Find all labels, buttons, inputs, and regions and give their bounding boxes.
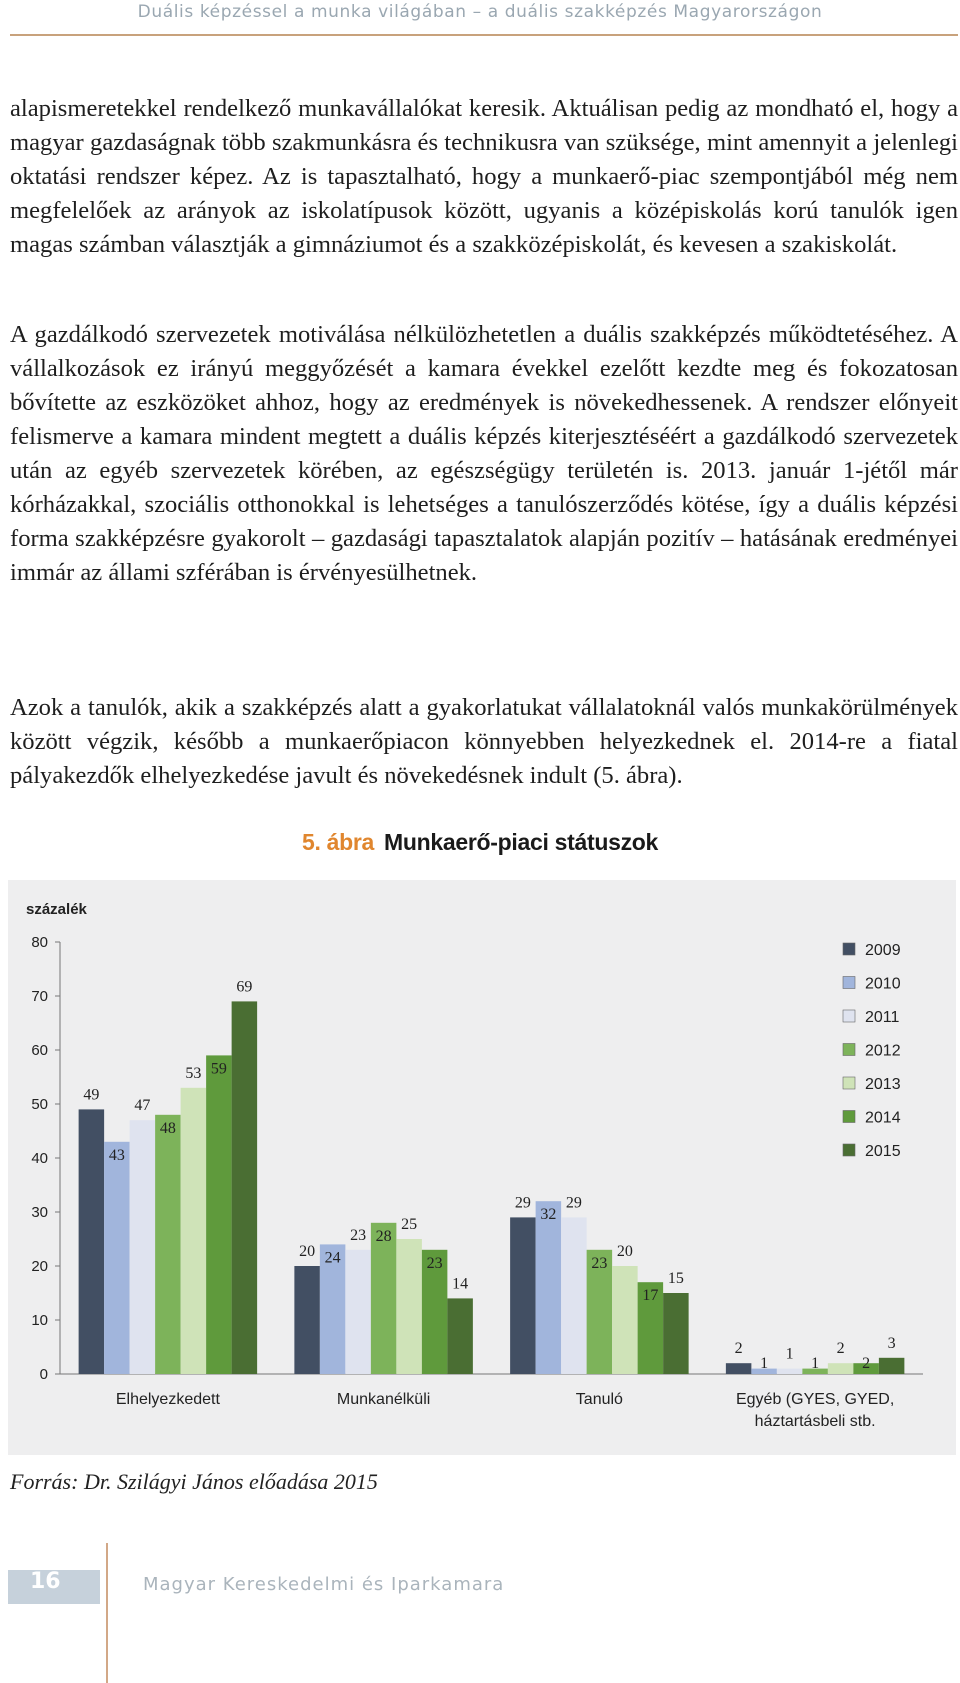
- legend-label: 2015: [865, 1143, 901, 1160]
- footer-organization: Magyar Kereskedelmi és Iparkamara: [143, 1574, 505, 1595]
- bar-chart: [8, 880, 956, 1455]
- bar-value-label: 17: [642, 1287, 659, 1305]
- bar-value-label: 23: [591, 1254, 608, 1272]
- bar: [79, 1109, 105, 1374]
- bar-value-label: 2: [862, 1355, 871, 1372]
- body-paragraph-1: alapismeretekkel rendelkező munkavállalókat keresik. Aktuálisan pedig az mondható el, hogy a magyar gazdaságnak több szakmunkásra és technikusra van szüksége, mint amennyit a jelenlegi oktatási rendszer képez. Az is tapasztalható, hogy a munkaerő-piac szempontjából még nem megfelelőek az arányok az iskolatípusok között, ugyanis a középiskolás korú tanulók igen magas számban választják a gimnáziumot és a szakközépiskolát, és kevesen a szakiskolát.: [10, 95, 958, 258]
- chart-panel: [8, 880, 956, 1455]
- bar: [130, 1120, 156, 1374]
- x-category-label: Tanuló: [575, 1391, 623, 1408]
- bar-value-label: 69: [236, 978, 253, 996]
- bar-value-label: 1: [811, 1355, 820, 1372]
- footer-divider: [106, 1543, 108, 1683]
- y-tick-label: 80: [31, 934, 48, 951]
- bar: [879, 1358, 905, 1374]
- legend-label: 2012: [865, 1042, 901, 1060]
- bar: [663, 1293, 689, 1374]
- legend-swatch: [843, 1144, 855, 1156]
- bar-value-label: 3: [887, 1334, 896, 1352]
- bar: [536, 1201, 562, 1374]
- bar: [104, 1142, 130, 1374]
- y-axis-label: százalék: [26, 901, 87, 918]
- bar: [155, 1115, 181, 1374]
- bar: [612, 1266, 638, 1374]
- figure-title: Munkaerő-piaci státuszok: [384, 829, 659, 855]
- bar: [726, 1363, 752, 1374]
- running-header: Duális képzéssel a munka világában – a duális szakképzés Magyarországon: [137, 2, 823, 22]
- bar-value-label: 23: [350, 1226, 367, 1244]
- legend-label: 2014: [865, 1109, 901, 1127]
- bar-value-label: 53: [185, 1064, 202, 1082]
- x-category-label: Egyéb (GYES, GYED,: [735, 1391, 895, 1408]
- bar-value-label: 24: [324, 1249, 341, 1267]
- bar-value-label: 15: [667, 1270, 684, 1287]
- body-paragraph-2: A gazdálkodó szervezetek motiválása nélkülözhetetlen a duális szakképzés működtetéséhez. A vállalkozások ez irányú meggyőzését a kamara évekkel ezelőtt kezdte meg és fokozatosan bővítette az eszközöket ahhoz, hogy az eredmények is növekedhessenek. A rendszer előnyeit felismerve a kamara mindent megtett a duális képzés kiterjesztéséért a gazdálkodó szervezetek után az egyéb szervezetek körében, az egészségügy területén is. 2013. január 1-jétől már kórházakkal, szociális otthonokkal is lehetséges a tanulószerződés kötése, így a duális képzési forma szakképzésre gyakorolt – gazdasági tapasztalatok alapján pozitív – hatásának eredményei immár az állami szférában is érvényesülhetnek.: [10, 321, 958, 586]
- body-paragraph-3: Azok a tanulók, akik a szakképzés alatt a gyakorlatukat vállalatoknál valós munkakörülmények között végzik, később a munkaerőpiacon könnyebben helyezkednek el. 2014-re a fiatal pályakezdők elhelyezkedése javult és növekedésnek indult (5. ábra).: [10, 694, 958, 789]
- figure-caption: [0, 829, 960, 856]
- legend-swatch: [843, 977, 855, 989]
- y-tick-label: 50: [31, 1096, 48, 1113]
- x-category-label: Munkanélküli: [336, 1391, 431, 1408]
- bar-value-label: 43: [108, 1146, 125, 1164]
- x-category-label: háztartásbeli stb.: [754, 1413, 876, 1430]
- bar: [828, 1363, 854, 1374]
- bar-value-label: 47: [134, 1097, 151, 1115]
- bar-value-label: 48: [159, 1119, 176, 1137]
- bar-value-label: 20: [299, 1243, 316, 1260]
- bar: [294, 1266, 320, 1374]
- legend-swatch: [843, 943, 855, 955]
- bar-value-label: 23: [426, 1254, 443, 1272]
- bar-value-label: 20: [616, 1243, 633, 1260]
- bar-value-label: 32: [540, 1206, 557, 1224]
- bar-value-label: 25: [401, 1216, 418, 1233]
- header-rule: [10, 34, 958, 36]
- bar: [232, 1001, 258, 1374]
- bar: [181, 1088, 207, 1374]
- bar-value-label: 59: [210, 1060, 227, 1078]
- bar: [206, 1055, 232, 1374]
- bar-value-label: 2: [734, 1340, 743, 1358]
- bar: [396, 1239, 422, 1374]
- bar: [345, 1250, 371, 1374]
- figure-source: Forrás: Dr. Szilágyi János előadása 2015: [10, 1469, 378, 1494]
- y-tick-label: 70: [31, 988, 48, 1005]
- y-tick-label: 20: [31, 1258, 48, 1275]
- bar-value-label: 28: [375, 1227, 392, 1245]
- y-tick-label: 30: [31, 1204, 48, 1221]
- bar-value-label: 2: [836, 1340, 845, 1358]
- x-category-label: Elhelyezkedett: [115, 1391, 220, 1408]
- page-number: 16: [30, 1569, 61, 1594]
- bar-value-label: 29: [514, 1194, 531, 1212]
- legend-swatch: [843, 1077, 855, 1089]
- legend-label: 2010: [865, 975, 901, 993]
- bar-value-label: 14: [452, 1275, 469, 1293]
- bar-value-label: 29: [565, 1194, 582, 1212]
- legend-swatch: [843, 1044, 855, 1056]
- bar: [371, 1223, 397, 1374]
- legend-swatch: [843, 1010, 855, 1022]
- bar: [510, 1217, 536, 1374]
- legend-label: 2011: [865, 1009, 900, 1026]
- legend-label: 2013: [865, 1076, 901, 1093]
- bar-value-label: 1: [785, 1345, 794, 1363]
- bar-value-label: 1: [760, 1355, 769, 1372]
- legend-label: 2009: [865, 942, 901, 959]
- figure-number: 5. ábra: [301, 829, 375, 855]
- bar: [777, 1369, 803, 1374]
- bar: [447, 1298, 473, 1374]
- bar: [561, 1217, 587, 1374]
- bar-value-label: 49: [83, 1086, 100, 1104]
- legend-swatch: [843, 1111, 855, 1123]
- y-tick-label: 10: [31, 1312, 48, 1329]
- y-tick-label: 0: [39, 1366, 48, 1383]
- y-tick-label: 60: [31, 1042, 48, 1059]
- y-tick-label: 40: [31, 1150, 48, 1167]
